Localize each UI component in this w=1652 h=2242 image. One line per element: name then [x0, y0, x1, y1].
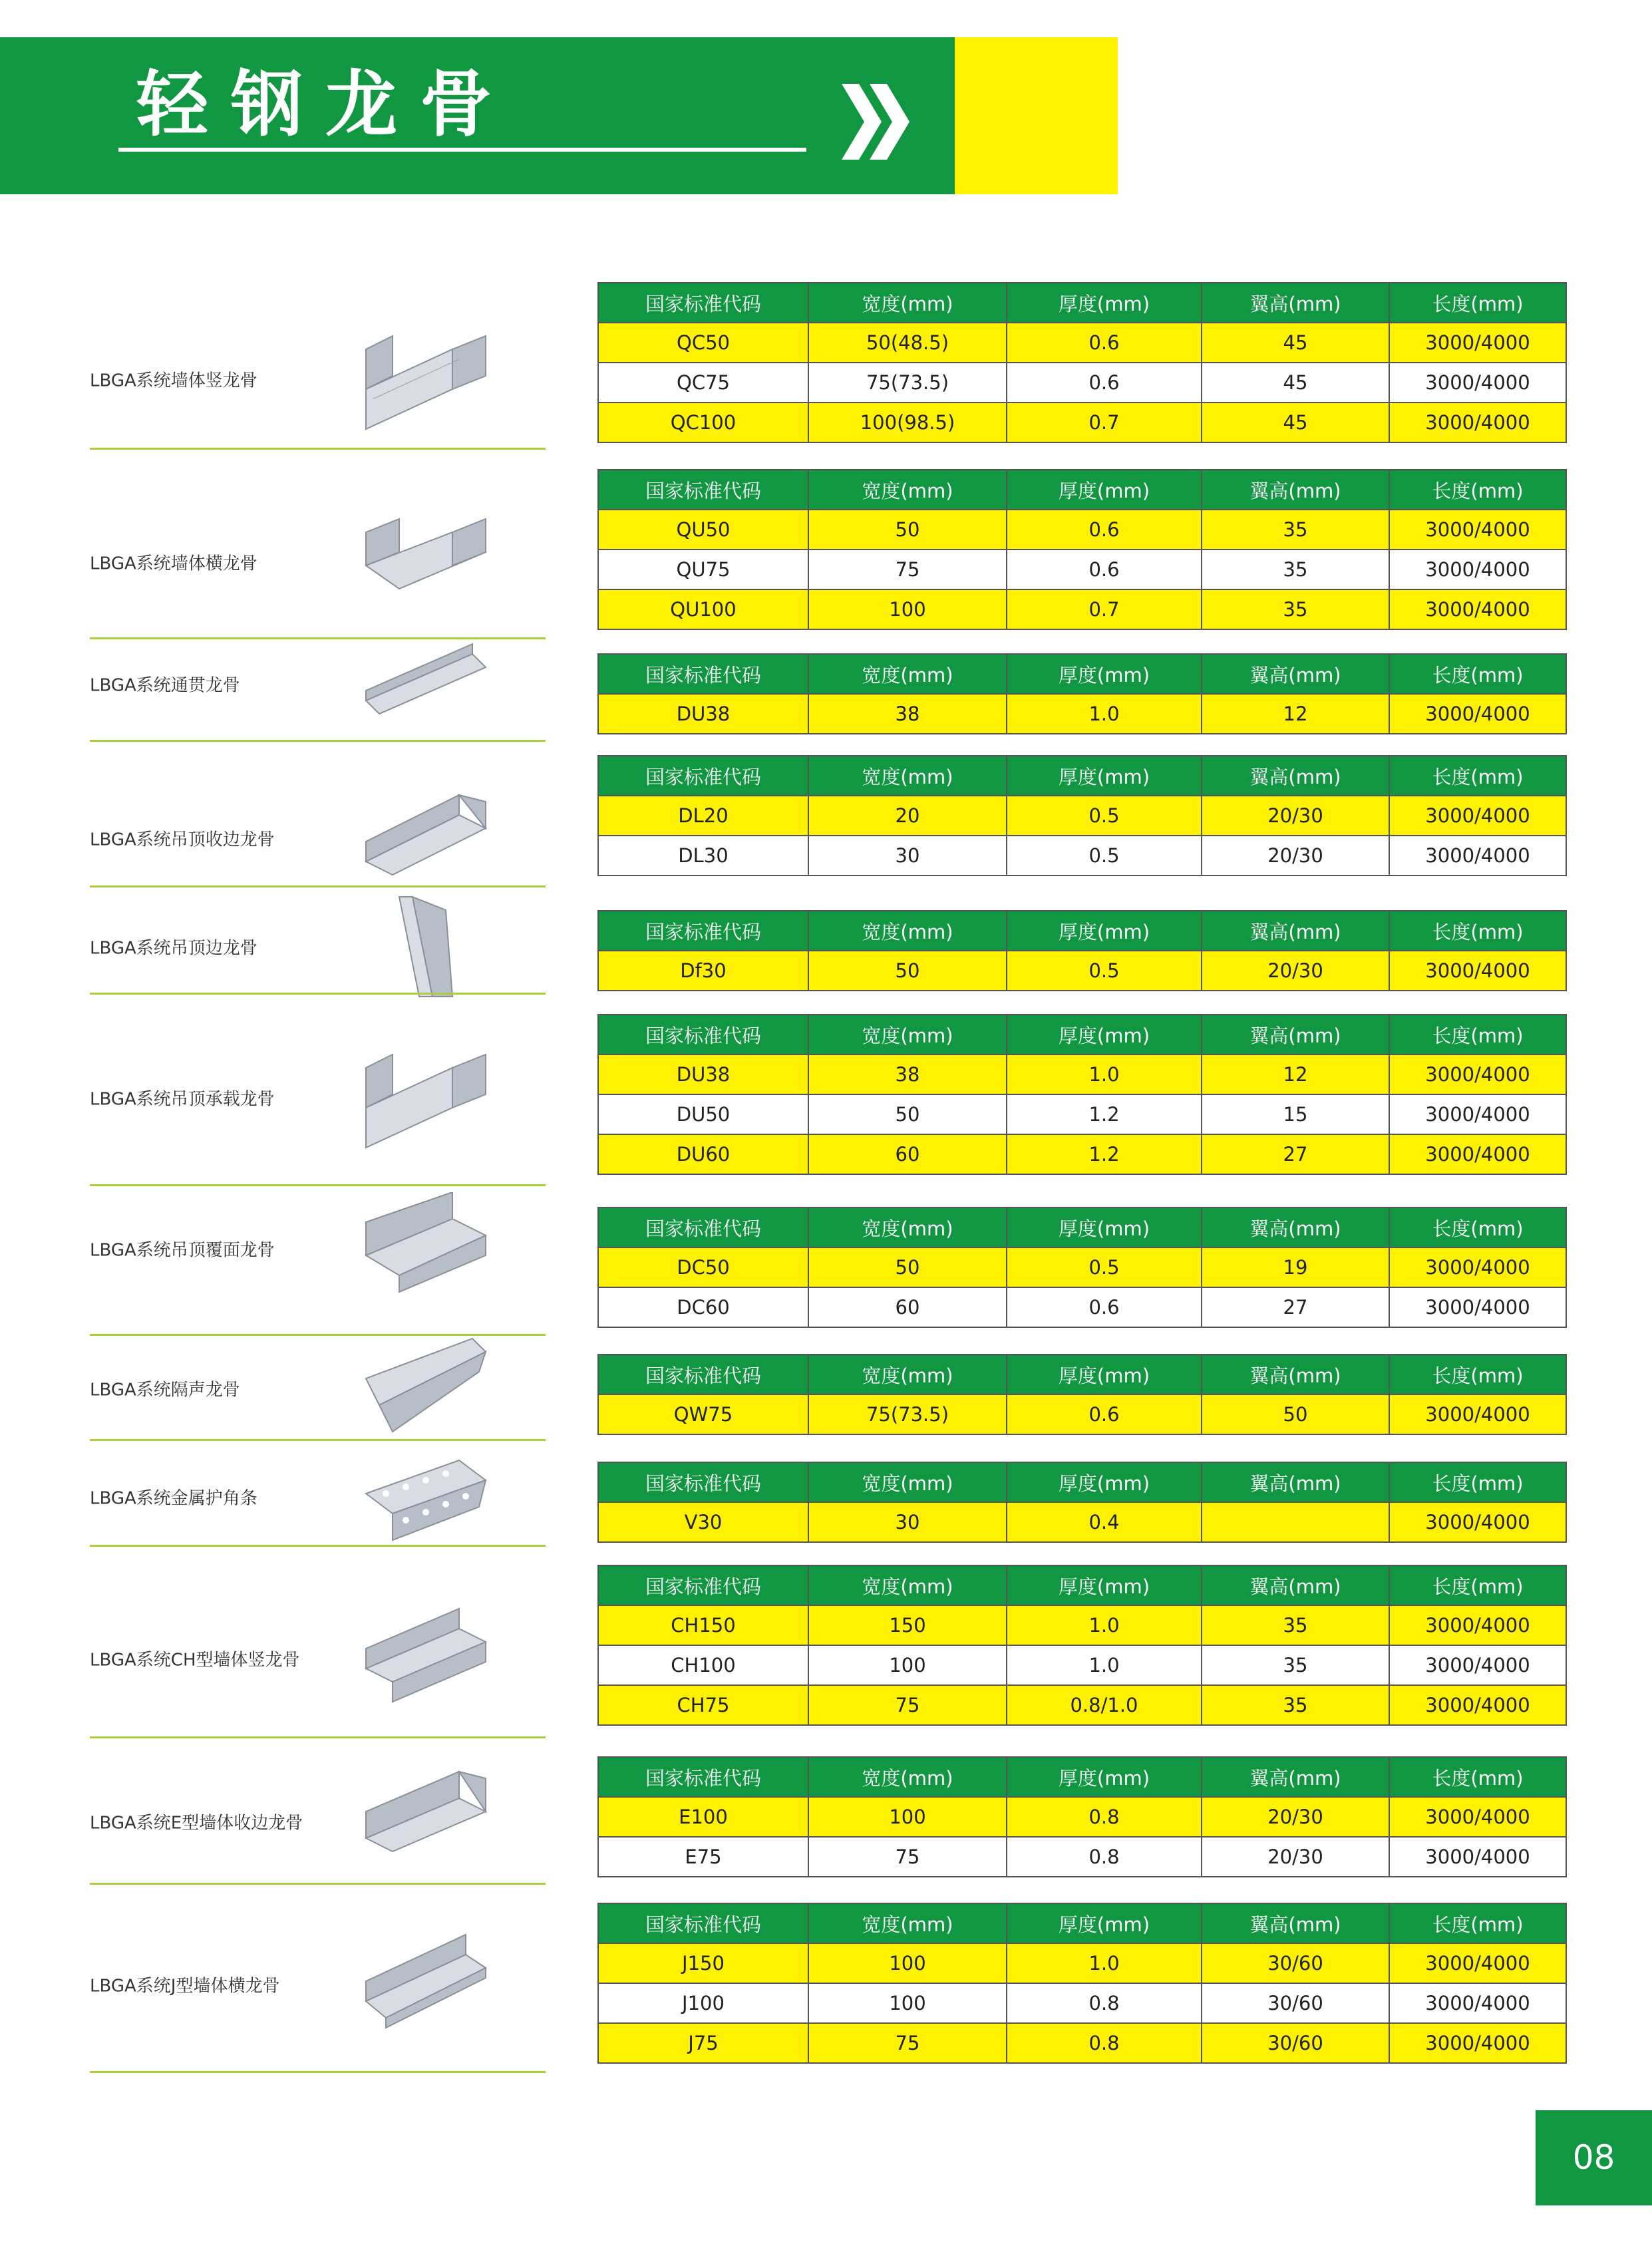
column-header: 国家标准代码	[598, 1015, 808, 1054]
table-cell: J150	[598, 1943, 808, 1983]
column-header: 国家标准代码	[598, 654, 808, 694]
column-header: 国家标准代码	[598, 1355, 808, 1394]
column-header: 宽度(mm)	[808, 1207, 1007, 1247]
ch-stud-profile-icon	[349, 1602, 502, 1715]
table-cell: 20/30	[1202, 1837, 1389, 1877]
table-cell: 0.5	[1007, 836, 1202, 876]
table-cell: 1.0	[1007, 1943, 1202, 1983]
double-chevron-right-icon	[842, 79, 915, 165]
column-header: 国家标准代码	[598, 283, 808, 323]
table-cell: 12	[1202, 694, 1389, 734]
column-header: 翼高(mm)	[1202, 911, 1389, 951]
column-header: 长度(mm)	[1389, 1565, 1566, 1605]
product-label: LBGA系统吊顶收边龙骨	[90, 830, 275, 850]
table-cell: 35	[1202, 510, 1389, 550]
table-cell: 1.2	[1007, 1094, 1202, 1134]
table-cell: 3000/4000	[1389, 2023, 1566, 2063]
table-cell: 0.8/1.0	[1007, 1685, 1202, 1725]
product-divider	[90, 2071, 546, 2073]
table-cell: 20/30	[1202, 951, 1389, 991]
product-label: LBGA系统CH型墙体竖龙骨	[90, 1650, 300, 1671]
table-cell: 3000/4000	[1389, 836, 1566, 876]
table-cell: 100(98.5)	[808, 402, 1007, 442]
table-cell: 3000/4000	[1389, 550, 1566, 589]
column-header: 宽度(mm)	[808, 1462, 1007, 1502]
table-cell: 3000/4000	[1389, 1094, 1566, 1134]
table-cell: 0.8	[1007, 1837, 1202, 1877]
table-header-row	[598, 470, 1566, 510]
table-row	[598, 323, 1566, 363]
table-cell: 35	[1202, 550, 1389, 589]
product-label: LBGA系统隔声龙骨	[90, 1380, 240, 1400]
table-cell: E75	[598, 1837, 808, 1877]
resilient-channel-icon	[349, 1332, 502, 1445]
table-row	[598, 694, 1566, 734]
column-header: 翼高(mm)	[1202, 756, 1389, 796]
table-row	[598, 550, 1566, 589]
table-header-row	[598, 1565, 1566, 1605]
table-cell: 3000/4000	[1389, 1645, 1566, 1685]
table-cell: 3000/4000	[1389, 1605, 1566, 1645]
table-cell: QC50	[598, 323, 808, 363]
table-cell: V30	[598, 1502, 808, 1542]
column-header: 厚度(mm)	[1007, 1462, 1202, 1502]
spec-table	[597, 1014, 1567, 1175]
table-cell: 100	[808, 1645, 1007, 1685]
table-cell: 0.6	[1007, 363, 1202, 402]
table-cell: 30/60	[1202, 1983, 1389, 2023]
table-cell: QC100	[598, 402, 808, 442]
column-header: 宽度(mm)	[808, 654, 1007, 694]
table-cell: 20/30	[1202, 1797, 1389, 1837]
table-header-row	[598, 1015, 1566, 1054]
column-header: 厚度(mm)	[1007, 1903, 1202, 1943]
table-cell: 0.6	[1007, 1394, 1202, 1434]
spec-table	[597, 1565, 1567, 1726]
column-header: 厚度(mm)	[1007, 1015, 1202, 1054]
table-cell: 0.7	[1007, 402, 1202, 442]
table-cell: QU50	[598, 510, 808, 550]
angle-profile-icon	[349, 890, 502, 1003]
table-cell: DL30	[598, 836, 808, 876]
table-cell: E100	[598, 1797, 808, 1837]
table-cell: 27	[1202, 1134, 1389, 1174]
column-header: 厚度(mm)	[1007, 1757, 1202, 1797]
column-header: 厚度(mm)	[1007, 1355, 1202, 1394]
table-row	[598, 836, 1566, 876]
table-header-row	[598, 1903, 1566, 1943]
table-row	[598, 1134, 1566, 1174]
table-cell: 0.6	[1007, 550, 1202, 589]
spec-table	[597, 469, 1567, 630]
column-header: 厚度(mm)	[1007, 756, 1202, 796]
table-cell: 0.8	[1007, 1797, 1202, 1837]
table-row	[598, 1645, 1566, 1685]
table-row	[598, 510, 1566, 550]
column-header: 长度(mm)	[1389, 654, 1566, 694]
table-header-row	[598, 911, 1566, 951]
table-cell: 3000/4000	[1389, 1054, 1566, 1094]
table-row	[598, 363, 1566, 402]
spec-table	[597, 1354, 1567, 1435]
column-header: 长度(mm)	[1389, 911, 1566, 951]
table-cell: 3000/4000	[1389, 323, 1566, 363]
column-header: 宽度(mm)	[808, 911, 1007, 951]
column-header: 翼高(mm)	[1202, 1903, 1389, 1943]
table-cell: 45	[1202, 363, 1389, 402]
product-label: LBGA系统墙体竖龙骨	[90, 371, 257, 391]
table-cell: 20/30	[1202, 796, 1389, 836]
column-header: 国家标准代码	[598, 470, 808, 510]
edge-channel-profile-icon	[349, 782, 502, 895]
table-header-row	[598, 1355, 1566, 1394]
table-cell: QW75	[598, 1394, 808, 1434]
column-header: 宽度(mm)	[808, 1015, 1007, 1054]
column-header: 翼高(mm)	[1202, 1207, 1389, 1247]
column-header: 国家标准代码	[598, 911, 808, 951]
u-track-profile-icon	[349, 506, 502, 619]
table-cell: 12	[1202, 1054, 1389, 1094]
table-row	[598, 2023, 1566, 2063]
table-cell: CH150	[598, 1605, 808, 1645]
table-cell: 3000/4000	[1389, 363, 1566, 402]
column-header: 长度(mm)	[1389, 1903, 1566, 1943]
table-cell: 75	[808, 2023, 1007, 2063]
product-label: LBGA系统E型墙体收边龙骨	[90, 1813, 303, 1834]
table-cell: 27	[1202, 1287, 1389, 1327]
spec-table	[597, 1756, 1567, 1877]
table-cell: 50	[808, 1247, 1007, 1287]
table-row	[598, 402, 1566, 442]
table-row	[598, 1797, 1566, 1837]
table-cell: 3000/4000	[1389, 1287, 1566, 1327]
product-divider	[90, 1883, 546, 1885]
table-cell: 100	[808, 1983, 1007, 2023]
column-header: 国家标准代码	[598, 1903, 808, 1943]
table-row	[598, 1287, 1566, 1327]
table-cell: 150	[808, 1605, 1007, 1645]
table-cell: 50	[808, 510, 1007, 550]
table-cell: DC50	[598, 1247, 808, 1287]
column-header: 厚度(mm)	[1007, 654, 1202, 694]
column-header: 长度(mm)	[1389, 756, 1566, 796]
table-cell: 38	[808, 1054, 1007, 1094]
column-header: 翼高(mm)	[1202, 283, 1389, 323]
table-cell: 35	[1202, 1605, 1389, 1645]
table-row	[598, 1247, 1566, 1287]
table-cell: QC75	[598, 363, 808, 402]
table-cell: 30	[808, 836, 1007, 876]
spec-table	[597, 755, 1567, 876]
product-divider	[90, 448, 546, 450]
table-cell: 75	[808, 1685, 1007, 1725]
column-header: 翼高(mm)	[1202, 1565, 1389, 1605]
page-number: 08	[1536, 2110, 1652, 2205]
table-cell: 3000/4000	[1389, 796, 1566, 836]
table-header-row	[598, 283, 1566, 323]
table-cell: 3000/4000	[1389, 1983, 1566, 2023]
column-header: 宽度(mm)	[808, 1903, 1007, 1943]
table-cell: 3000/4000	[1389, 1797, 1566, 1837]
column-header: 翼高(mm)	[1202, 654, 1389, 694]
column-header: 翼高(mm)	[1202, 1355, 1389, 1394]
table-header-row	[598, 654, 1566, 694]
title-underline	[118, 148, 806, 152]
table-cell: J75	[598, 2023, 808, 2063]
c-channel-profile-icon	[349, 323, 502, 436]
table-header-row	[598, 1207, 1566, 1247]
table-cell: DC60	[598, 1287, 808, 1327]
table-cell: 3000/4000	[1389, 951, 1566, 991]
column-header: 翼高(mm)	[1202, 1462, 1389, 1502]
column-header: 翼高(mm)	[1202, 1757, 1389, 1797]
column-header: 长度(mm)	[1389, 1207, 1566, 1247]
table-cell: 0.8	[1007, 1983, 1202, 2023]
column-header: 厚度(mm)	[1007, 1565, 1202, 1605]
table-row	[598, 1685, 1566, 1725]
column-header: 翼高(mm)	[1202, 470, 1389, 510]
table-cell: 38	[808, 694, 1007, 734]
product-divider	[90, 993, 546, 995]
product-label: LBGA系统通贯龙骨	[90, 675, 240, 696]
column-header: 长度(mm)	[1389, 470, 1566, 510]
table-cell: 100	[808, 589, 1007, 629]
table-cell: 3000/4000	[1389, 694, 1566, 734]
column-header: 国家标准代码	[598, 1565, 808, 1605]
table-cell: 20/30	[1202, 836, 1389, 876]
table-cell: 0.6	[1007, 1287, 1202, 1327]
table-cell: 100	[808, 1797, 1007, 1837]
table-header-row	[598, 1757, 1566, 1797]
table-cell	[1202, 1502, 1389, 1542]
table-cell: 50	[808, 951, 1007, 991]
product-label: LBGA系统墙体横龙骨	[90, 554, 257, 574]
table-row	[598, 796, 1566, 836]
table-cell: Df30	[598, 951, 808, 991]
e-track-profile-icon	[349, 1765, 502, 1878]
table-cell: 45	[1202, 402, 1389, 442]
table-cell: 45	[1202, 323, 1389, 363]
table-cell: 3000/4000	[1389, 1247, 1566, 1287]
table-row	[598, 1094, 1566, 1134]
spec-table	[597, 1903, 1567, 2064]
column-header: 国家标准代码	[598, 1757, 808, 1797]
spec-table	[597, 1207, 1567, 1328]
table-cell: 30	[808, 1502, 1007, 1542]
table-row	[598, 1394, 1566, 1434]
table-cell: 3000/4000	[1389, 1134, 1566, 1174]
column-header: 厚度(mm)	[1007, 283, 1202, 323]
spec-table	[597, 1462, 1567, 1543]
table-cell: 30/60	[1202, 2023, 1389, 2063]
table-cell: 1.0	[1007, 694, 1202, 734]
table-cell: 60	[808, 1134, 1007, 1174]
table-cell: 50	[808, 1094, 1007, 1134]
table-cell: QU100	[598, 589, 808, 629]
table-cell: 35	[1202, 1645, 1389, 1685]
table-cell: 100	[808, 1943, 1007, 1983]
table-row	[598, 1943, 1566, 1983]
table-cell: 3000/4000	[1389, 402, 1566, 442]
product-label: LBGA系统吊顶边龙骨	[90, 938, 257, 959]
table-row	[598, 589, 1566, 629]
column-header: 宽度(mm)	[808, 1565, 1007, 1605]
spec-table	[597, 282, 1567, 443]
table-header-row	[598, 756, 1566, 796]
table-cell: 50(48.5)	[808, 323, 1007, 363]
column-header: 宽度(mm)	[808, 470, 1007, 510]
product-label: LBGA系统吊顶覆面龙骨	[90, 1240, 275, 1261]
column-header: 长度(mm)	[1389, 1355, 1566, 1394]
column-header: 厚度(mm)	[1007, 1207, 1202, 1247]
table-cell: 15	[1202, 1094, 1389, 1134]
product-divider	[90, 1184, 546, 1186]
column-header: 长度(mm)	[1389, 283, 1566, 323]
product-divider	[90, 740, 546, 742]
table-cell: QU75	[598, 550, 808, 589]
table-cell: 3000/4000	[1389, 1943, 1566, 1983]
column-header: 宽度(mm)	[808, 283, 1007, 323]
product-divider	[90, 885, 546, 887]
column-header: 宽度(mm)	[808, 1355, 1007, 1394]
table-row	[598, 1054, 1566, 1094]
table-cell: 1.0	[1007, 1605, 1202, 1645]
table-header-row	[598, 1462, 1566, 1502]
column-header: 长度(mm)	[1389, 1015, 1566, 1054]
table-cell: 0.5	[1007, 796, 1202, 836]
table-cell: 3000/4000	[1389, 1394, 1566, 1434]
column-header: 宽度(mm)	[808, 756, 1007, 796]
product-divider	[90, 1545, 546, 1547]
table-cell: CH100	[598, 1645, 808, 1685]
furring-channel-icon	[349, 1192, 502, 1305]
table-cell: 20	[808, 796, 1007, 836]
table-cell: 50	[1202, 1394, 1389, 1434]
table-cell: 3000/4000	[1389, 1502, 1566, 1542]
table-cell: 0.4	[1007, 1502, 1202, 1542]
perforated-corner-bead-icon	[349, 1440, 502, 1553]
table-cell: 75(73.5)	[808, 1394, 1007, 1434]
table-cell: 0.7	[1007, 589, 1202, 629]
table-cell: 75(73.5)	[808, 363, 1007, 402]
table-row	[598, 1837, 1566, 1877]
table-cell: 3000/4000	[1389, 510, 1566, 550]
table-cell: CH75	[598, 1685, 808, 1725]
carrying-channel-icon	[349, 1041, 502, 1154]
table-cell: 30/60	[1202, 1943, 1389, 1983]
table-row	[598, 951, 1566, 991]
table-cell: DU38	[598, 694, 808, 734]
table-cell: 3000/4000	[1389, 1685, 1566, 1725]
small-u-channel-icon	[349, 627, 502, 740]
table-cell: 75	[808, 1837, 1007, 1877]
table-cell: DU38	[598, 1054, 808, 1094]
table-cell: 1.0	[1007, 1645, 1202, 1685]
table-cell: 3000/4000	[1389, 589, 1566, 629]
table-cell: 0.5	[1007, 951, 1202, 991]
table-cell: 19	[1202, 1247, 1389, 1287]
table-cell: 0.6	[1007, 323, 1202, 363]
product-divider	[90, 1736, 546, 1738]
table-cell: 0.8	[1007, 2023, 1202, 2063]
j-track-profile-icon	[349, 1928, 502, 2041]
table-cell: J100	[598, 1983, 808, 2023]
table-cell: 0.5	[1007, 1247, 1202, 1287]
table-row	[598, 1502, 1566, 1542]
table-cell: 75	[808, 550, 1007, 589]
column-header: 国家标准代码	[598, 1462, 808, 1502]
column-header: 国家标准代码	[598, 756, 808, 796]
table-cell: DU60	[598, 1134, 808, 1174]
column-header: 厚度(mm)	[1007, 911, 1202, 951]
product-label: LBGA系统吊顶承载龙骨	[90, 1089, 275, 1110]
table-cell: 60	[808, 1287, 1007, 1327]
table-row	[598, 1983, 1566, 2023]
column-header: 翼高(mm)	[1202, 1015, 1389, 1054]
header-accent-block	[955, 37, 1118, 194]
column-header: 厚度(mm)	[1007, 470, 1202, 510]
table-cell: 0.6	[1007, 510, 1202, 550]
spec-table	[597, 653, 1567, 734]
table-cell: 1.2	[1007, 1134, 1202, 1174]
table-cell: 35	[1202, 1685, 1389, 1725]
column-header: 长度(mm)	[1389, 1462, 1566, 1502]
page-title: 轻钢龙骨	[136, 63, 515, 146]
product-label: LBGA系统金属护角条	[90, 1488, 257, 1509]
table-row	[598, 1605, 1566, 1645]
table-cell: 35	[1202, 589, 1389, 629]
table-cell: DL20	[598, 796, 808, 836]
column-header: 国家标准代码	[598, 1207, 808, 1247]
table-cell: DU50	[598, 1094, 808, 1134]
table-cell: 3000/4000	[1389, 1837, 1566, 1877]
column-header: 宽度(mm)	[808, 1757, 1007, 1797]
table-cell: 1.0	[1007, 1054, 1202, 1094]
column-header: 长度(mm)	[1389, 1757, 1566, 1797]
product-label: LBGA系统J型墙体横龙骨	[90, 1976, 280, 1997]
spec-table	[597, 910, 1567, 991]
